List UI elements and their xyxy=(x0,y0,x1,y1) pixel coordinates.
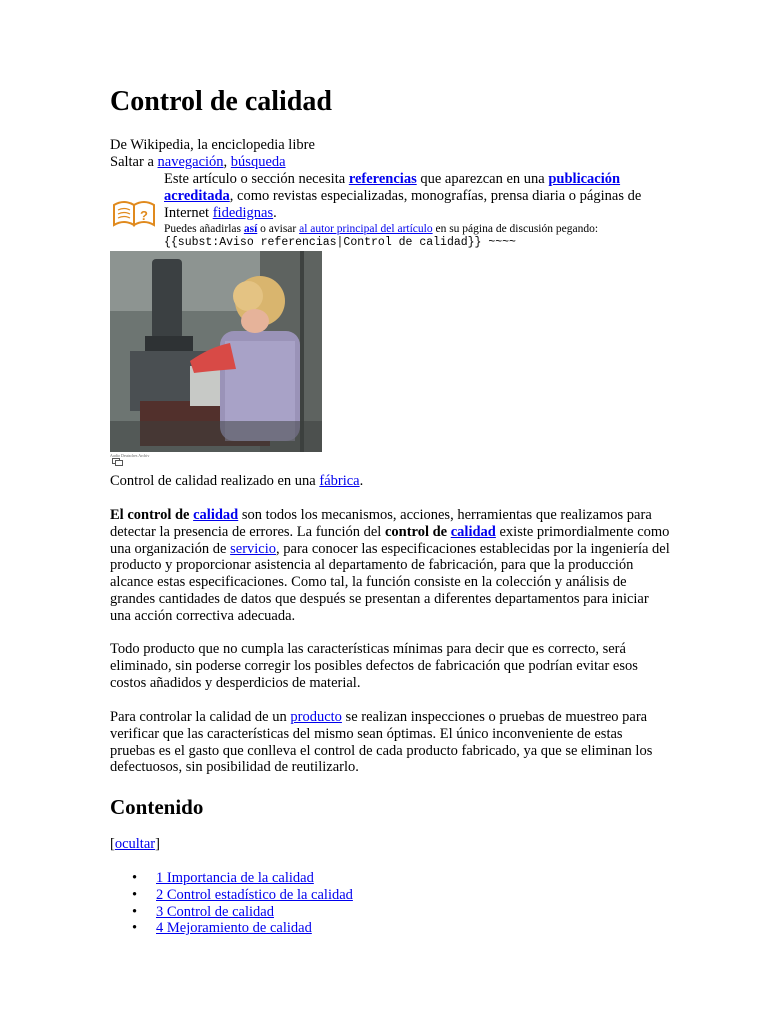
p1-text-1: son todos los mecanismos, acciones, herramientas que realizamos para detectar la presencia de errores. La función del xyxy=(110,507,652,540)
notice-small-3: en su página de discusión pegando: xyxy=(432,223,599,235)
magnify-icon[interactable] xyxy=(112,458,123,466)
site-subtitle: De Wikipedia, la enciclopedia libre xyxy=(110,137,315,153)
toc-item xyxy=(110,887,353,904)
contents-heading: Contenido xyxy=(110,795,204,819)
servicio-link[interactable]: servicio xyxy=(230,540,277,557)
toc-item xyxy=(110,920,353,937)
notice-text-2: que aparezcan en una xyxy=(416,171,549,187)
jump-navigation-link[interactable]: navegación xyxy=(157,154,224,170)
notice-text-3: , como revistas especializadas, monografías, prensa diaria o páginas de Internet xyxy=(164,188,642,221)
producto-link[interactable]: producto xyxy=(290,709,342,725)
toc-item xyxy=(110,870,353,887)
page-title: Control de calidad xyxy=(110,86,332,117)
notice-text-4: . xyxy=(273,205,277,221)
toggle-close-bracket: ] xyxy=(155,836,160,852)
table-of-contents xyxy=(110,870,353,937)
jump-search-link[interactable]: búsqueda xyxy=(230,154,286,170)
contents-toggle xyxy=(110,836,160,853)
toggle-open-bracket: [ xyxy=(110,836,115,852)
jump-prefix: Saltar a xyxy=(110,154,158,170)
notice-template-code: {{subst:Aviso referencias|Control de calidad}} ~~~~ xyxy=(164,236,516,249)
photo-credit: Audio Deutsches Archiv xyxy=(110,453,150,458)
notice-small-2: o avisar xyxy=(257,223,300,235)
p1-text-2: existe primordialmente como una organización de xyxy=(110,523,670,557)
quality-control-photo xyxy=(110,251,322,452)
jump-links xyxy=(110,154,286,171)
toc-item xyxy=(110,904,353,921)
autor-principal-link[interactable]: al autor principal del artículo xyxy=(299,223,433,235)
paragraph-defects: Todo producto que no cumpla las características mínimas para decir que es correcto, será eliminado, sin poderse corregir los posibles defectos de fabricación que podrían evitar esos costos añadidos y desperdicios de material. xyxy=(110,641,638,691)
jump-separator: , xyxy=(223,154,231,170)
notice-text-1: Este artículo o sección necesita xyxy=(164,171,349,187)
caption-text: Control de calidad realizado en una xyxy=(110,473,320,489)
fidedignas-link[interactable]: fidedignas xyxy=(212,205,274,221)
paragraph-intro xyxy=(110,507,670,625)
caption-end: . xyxy=(359,473,364,489)
factory-photo[interactable] xyxy=(110,251,322,452)
toc-link-control-estadistico[interactable]: 2 Control estadístico de la calidad xyxy=(156,886,353,903)
references-notice xyxy=(110,171,670,250)
notice-text xyxy=(164,171,670,222)
p3-text-2: se realizan inspecciones o pruebas de muestreo para verificar que las características del mismo sean óptimas. El único inconveniente de estas pruebas es el gasto que conlleva el control de cada producto fabricado, ya que se eliminan los defectuosos, sin posibilidad de reutilizarlo. xyxy=(110,709,653,776)
toc-link-importancia[interactable]: 1 Importancia de la calidad xyxy=(156,870,314,886)
bold-control-de-2: control de xyxy=(384,523,451,540)
bold-control-de: El control de xyxy=(110,507,194,523)
calidad-link[interactable]: calidad xyxy=(193,507,239,523)
ocultar-link[interactable]: ocultar xyxy=(114,836,156,852)
svg-text:?: ? xyxy=(140,208,148,223)
fabrica-link[interactable]: fábrica xyxy=(319,473,360,489)
toc-link-control-calidad[interactable]: 3 Control de calidad xyxy=(156,903,274,920)
book-question-icon xyxy=(110,193,158,229)
notice-instructions xyxy=(164,222,670,236)
p3-text-1: Para controlar la calidad de un xyxy=(110,709,291,725)
publicacion-acreditada-link[interactable]: publicación acreditada xyxy=(164,171,621,204)
image-caption xyxy=(110,473,363,490)
referencias-link[interactable]: referencias xyxy=(348,171,417,187)
calidad-link-2[interactable]: calidad xyxy=(450,523,496,540)
paragraph-inspection xyxy=(110,709,670,776)
notice-small-1: Puedes añadirlas xyxy=(164,223,244,235)
asi-link[interactable]: así xyxy=(243,223,258,235)
p1-text-3: , para conocer las especificaciones establecidas por la ingeniería del producto y proporcionar asistencia al departamento de fabricación, para que la producción alcance estas especificaciones. Como tal, la función consiste en la colección y análisis de grandes cantidades de datos que después se presentan a diferentes departamentos para iniciar una acción correctiva adecuada. xyxy=(110,540,670,624)
toc-link-mejoramiento[interactable]: 4 Mejoramiento de calidad xyxy=(156,920,312,937)
